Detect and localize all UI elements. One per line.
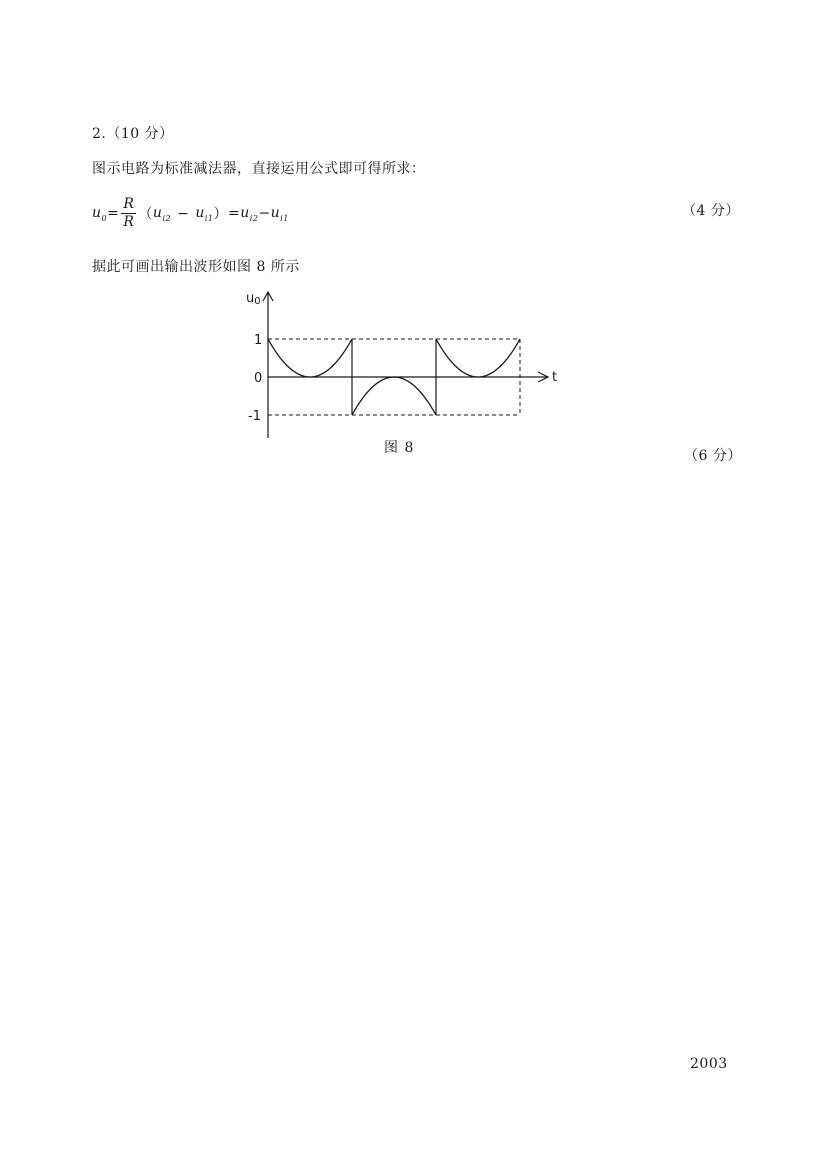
y-axis-label: u0 [246, 291, 261, 307]
formula-term-4: $u_{i1}$ [270, 204, 289, 223]
formula-minus-2: − [258, 205, 271, 222]
formula-minus-1: − [177, 205, 190, 222]
score-figure: （6 分） [684, 448, 742, 464]
formula-paren-open: （ [138, 206, 153, 223]
formula-lhs: $u_0$ [92, 204, 108, 223]
fraction-denominator: R [123, 214, 135, 230]
formula [92, 196, 289, 236]
tick-label-0: 0 [254, 371, 263, 386]
figure-caption: 图 8 [384, 440, 415, 456]
formula-equals-2: = [228, 205, 241, 222]
waveform-segment-3 [436, 339, 520, 377]
waveform-figure [232, 286, 572, 466]
score-formula: （4 分） [682, 203, 740, 219]
figure-description: 据此可画出输出波形如图 8 所示 [92, 259, 300, 275]
formula-paren-close: ） [213, 206, 229, 223]
waveform-segment-2 [352, 377, 436, 415]
waveform-segment-1 [268, 339, 352, 377]
fraction-numerator: R [123, 196, 135, 212]
waveform-series [268, 339, 520, 415]
formula-equals-1: = [107, 205, 120, 222]
formula-term-2: $u_{i1}$ [195, 204, 214, 223]
question-number: 2.（10 分） [92, 126, 174, 142]
tick-label-1: 1 [254, 333, 263, 348]
formula-term-1: $u_{i2}$ [152, 204, 172, 223]
tick-label-neg-1: -1 [248, 409, 261, 424]
formula-fraction [121, 196, 136, 231]
question-intro: 图示电路为标准减法器，直接运用公式即可得所求： [92, 161, 426, 177]
formula-term-3: $u_{i2}$ [240, 204, 259, 223]
page-number: 2003 [690, 1056, 728, 1072]
x-axis-label: t [552, 370, 558, 385]
